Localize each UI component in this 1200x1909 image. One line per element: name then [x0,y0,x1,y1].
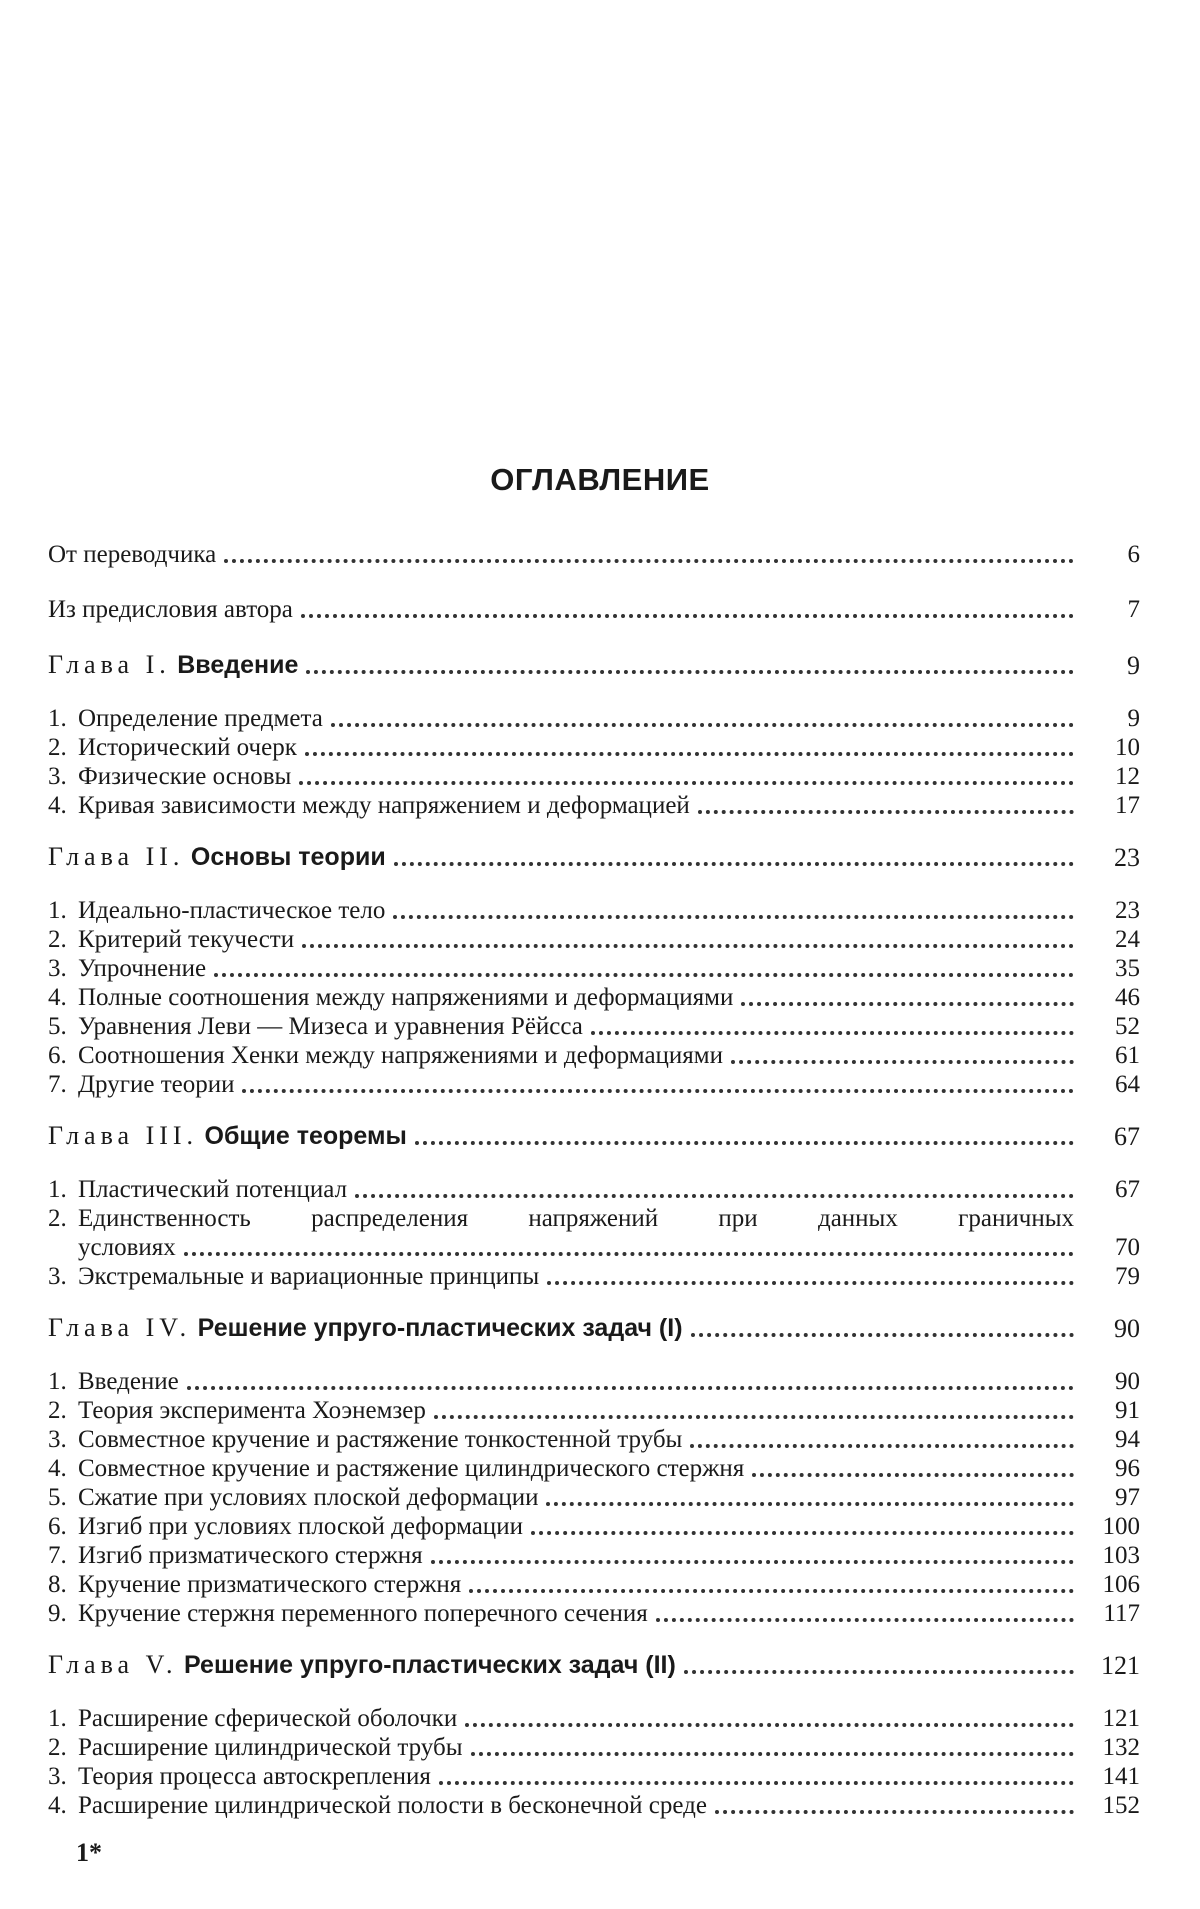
toc-entry[interactable] [48,762,1140,791]
section-title: Кручение призматического стержня [78,1571,462,1598]
toc-entry[interactable] [48,733,1140,762]
chapter-label: Глава V. [48,1650,178,1679]
toc-page-number: 152 [1102,1792,1140,1819]
leader-dots [434,1415,1074,1419]
leader-dots [394,862,1074,866]
leader-dots [224,559,1074,563]
chapter-label: Глава II. [48,842,185,871]
chapter-label: Глава I. [48,650,171,679]
chapter-heading-5[interactable] [48,1650,1140,1680]
chapter-sections-5 [48,1704,1140,1820]
chapter-title: Введение [177,651,299,679]
section-title: Упрочнение [78,955,207,982]
leader-dots [469,1589,1074,1593]
leader-dots [741,1002,1074,1006]
toc-page-number: 117 [1103,1600,1140,1627]
page-title: ОГЛАВЛЕНИЕ [490,462,710,497]
toc-page-number: 7 [1127,596,1140,623]
toc-page-number: 64 [1115,1071,1140,1098]
chapter-title: Решение упруго-пластических задач (II) [184,1651,676,1679]
leader-dots [355,1194,1074,1198]
section-title: Кривая зависимости между напряжением и деформацией [78,792,690,819]
toc-entry[interactable] [48,1733,1140,1762]
section-number: 3. [48,1263,67,1290]
leader-dots [546,1502,1074,1506]
chapter-sections-1 [48,704,1140,820]
section-title: Другие теории [78,1071,235,1098]
toc-entry[interactable] [48,1454,1140,1483]
toc-entry[interactable] [48,1070,1140,1099]
toc-entry-text: Из предисловия автора [48,596,293,623]
chapter-heading-3[interactable] [48,1121,1140,1151]
leader-dots [306,670,1074,674]
toc-entry[interactable] [48,1425,1140,1454]
leader-dots [431,1560,1074,1564]
section-title: Экстремальные и вариационные принципы [78,1263,540,1290]
toc-entry[interactable] [48,925,1140,954]
chapter-title: Основы теории [190,843,386,871]
section-number: 2. [48,1205,67,1232]
section-number: 4. [48,792,67,819]
toc-page-number: 90 [1115,1368,1140,1395]
section-number: 3. [48,1426,67,1453]
chapter-heading-4[interactable] [48,1313,1140,1343]
leader-dots [242,1089,1074,1093]
leader-dots [187,1386,1074,1390]
section-title: Совместное кручение и растяжение тонкостенной трубы [78,1426,683,1453]
section-number: 3. [48,763,67,790]
section-number: 2. [48,926,67,953]
toc-entry[interactable] [48,1396,1140,1425]
section-number: 7. [48,1542,67,1569]
toc-entry[interactable] [48,1367,1140,1396]
section-number: 5. [48,1013,67,1040]
chapter-title: Решение упруго-пластических задач (I) [197,1314,683,1342]
leader-dots [698,810,1074,814]
section-word: напряжений [528,1205,659,1232]
section-number: 5. [48,1484,67,1511]
toc-entry[interactable] [48,1483,1140,1512]
toc-entry[interactable] [48,1012,1140,1041]
toc-page-number: 97 [1115,1484,1140,1511]
toc-entry-multiline[interactable] [48,1204,1140,1262]
toc-entry[interactable] [48,896,1140,925]
section-title: Соотношения Хенки между напряжениями и деформациями [78,1042,724,1069]
leader-dots [715,1810,1074,1814]
section-number: 1. [48,897,67,924]
section-number: 1. [48,1368,67,1395]
section-title: Определение предмета [78,705,323,732]
toc-entry[interactable] [48,1262,1140,1291]
section-number: 1. [48,1705,67,1732]
toc-page-number: 121 [1101,1651,1140,1680]
leader-dots [656,1618,1074,1622]
toc-page-number: 9 [1127,651,1140,680]
toc-page-number: 96 [1115,1455,1140,1482]
toc-page-number: 91 [1115,1397,1140,1424]
section-title: Изгиб призматического стержня [78,1542,423,1569]
toc-page-number: 35 [1115,955,1140,982]
leader-dots [465,1723,1074,1727]
toc-page-number: 67 [1115,1176,1140,1203]
toc-page-number: 100 [1102,1513,1140,1540]
leader-dots [547,1281,1074,1285]
leader-dots [302,944,1074,948]
chapter-heading-1[interactable] [48,650,1140,680]
leader-dots [471,1752,1075,1756]
toc-entry[interactable] [48,983,1140,1012]
toc-page-number: 90 [1114,1314,1140,1343]
section-title: Расширение цилиндрической полости в бесконечной среде [78,1792,707,1819]
toc-entry[interactable] [48,1762,1140,1791]
section-number: 1. [48,705,67,732]
toc-page-number: 103 [1102,1542,1140,1569]
section-title: Совместное кручение и растяжение цилиндрического стержня [78,1455,745,1482]
leader-dots [214,973,1074,977]
toc-page-number: 12 [1115,763,1140,790]
toc-page-number: 67 [1114,1122,1140,1151]
leader-dots [591,1031,1074,1035]
section-number: 3. [48,955,67,982]
leader-dots [331,723,1074,727]
toc-entry[interactable] [48,1599,1140,1628]
section-title: Кручение стержня переменного поперечного сечения [78,1600,648,1627]
leader-dots [393,915,1074,919]
toc-entry[interactable] [48,1704,1140,1733]
section-number: 6. [48,1513,67,1540]
chapter-sections-3 [48,1175,1140,1291]
section-number: 4. [48,1455,67,1482]
chapter-heading-2[interactable] [48,842,1140,872]
toc-page-number: 79 [1115,1263,1140,1290]
toc-entry[interactable] [48,1541,1140,1570]
section-number: 6. [48,1042,67,1069]
toc-entry-text: От переводчика [48,541,217,568]
section-number: 8. [48,1571,67,1598]
toc-page-number: 52 [1115,1013,1140,1040]
section-title: Теория процесса автоскрепления [78,1763,431,1790]
toc-entry[interactable] [48,704,1140,733]
section-number: 7. [48,1071,67,1098]
toc-page-number: 121 [1102,1705,1140,1732]
toc-entry-front-1[interactable] [48,595,1140,624]
toc-page-number: 46 [1115,984,1140,1011]
leader-dots [731,1060,1074,1064]
section-word: Единственность [78,1205,251,1232]
leader-dots [301,614,1074,618]
section-title: Пластический потенциал [78,1176,348,1203]
section-word: граничных [958,1205,1074,1232]
chapter-sections-2 [48,896,1140,1099]
toc-page-number: 70 [1115,1234,1140,1261]
toc-entry[interactable] [48,1175,1140,1204]
toc-page-number: 61 [1115,1042,1140,1069]
toc-entry-front-0[interactable] [48,540,1140,569]
toc-page-number: 17 [1115,792,1140,819]
section-title-line1 [48,1204,1140,1233]
section-title: Теория эксперимента Хоэнемзер [78,1397,426,1424]
leader-dots [439,1781,1074,1785]
leader-dots [690,1444,1074,1448]
leader-dots [305,752,1074,756]
section-number: 1. [48,1176,67,1203]
section-title: Сжатие при условиях плоской деформации [78,1484,539,1511]
toc-page-number: 23 [1114,843,1140,872]
section-title: Исторический очерк [78,734,297,761]
toc-page-number: 94 [1115,1426,1140,1453]
section-title: Идеально-пластическое тело [78,897,386,924]
chapter-label: Глава III. [48,1121,199,1150]
signature-mark: 1* [76,1838,102,1867]
section-word: данных [817,1205,898,1232]
table-of-contents [48,540,1140,1842]
toc-page-number: 9 [1127,705,1140,732]
toc-entry[interactable] [48,1041,1140,1070]
section-title: условиях [78,1234,176,1261]
section-title: Введение [78,1368,179,1395]
leader-dots [684,1670,1074,1674]
toc-entry[interactable] [48,954,1140,983]
toc-page-number: 6 [1127,541,1140,568]
leader-dots [531,1531,1074,1535]
section-title: Расширение сферической оболочки [78,1705,458,1732]
toc-entry[interactable] [48,1512,1140,1541]
section-word: при [718,1205,758,1232]
section-number: 4. [48,984,67,1011]
toc-entry[interactable] [48,1570,1140,1599]
toc-page-number: 24 [1115,926,1140,953]
leader-dots [415,1141,1074,1145]
toc-page-number: 106 [1102,1571,1140,1598]
section-number: 2. [48,734,67,761]
section-title: Изгиб при условиях плоской деформации [78,1513,523,1540]
section-number: 4. [48,1792,67,1819]
section-number: 9. [48,1600,67,1627]
section-title-line2 [48,1233,1140,1262]
section-title: Полные соотношения между напряжениями и деформациями [78,984,734,1011]
toc-page-number: 10 [1115,734,1140,761]
section-number: 3. [48,1763,67,1790]
toc-page-number: 23 [1115,897,1140,924]
toc-page-number: 132 [1102,1734,1140,1761]
chapter-label: Глава IV. [48,1313,192,1342]
section-title: Критерий текучести [78,926,295,953]
section-title: Уравнения Леви — Мизеса и уравнения Рёйсса [78,1013,583,1040]
leader-dots [184,1252,1074,1256]
section-title: Расширение цилиндрической трубы [78,1734,463,1761]
section-number: 2. [48,1734,67,1761]
section-number: 2. [48,1397,67,1424]
leader-dots [691,1333,1074,1337]
section-word: распределения [311,1205,469,1232]
toc-entry[interactable] [48,1791,1140,1820]
leader-dots [299,781,1074,785]
toc-entry[interactable] [48,791,1140,820]
leader-dots [752,1473,1074,1477]
chapter-sections-4 [48,1367,1140,1628]
chapter-title: Общие теоремы [204,1122,407,1150]
toc-page-number: 141 [1102,1763,1140,1790]
section-title: Физические основы [78,763,292,790]
